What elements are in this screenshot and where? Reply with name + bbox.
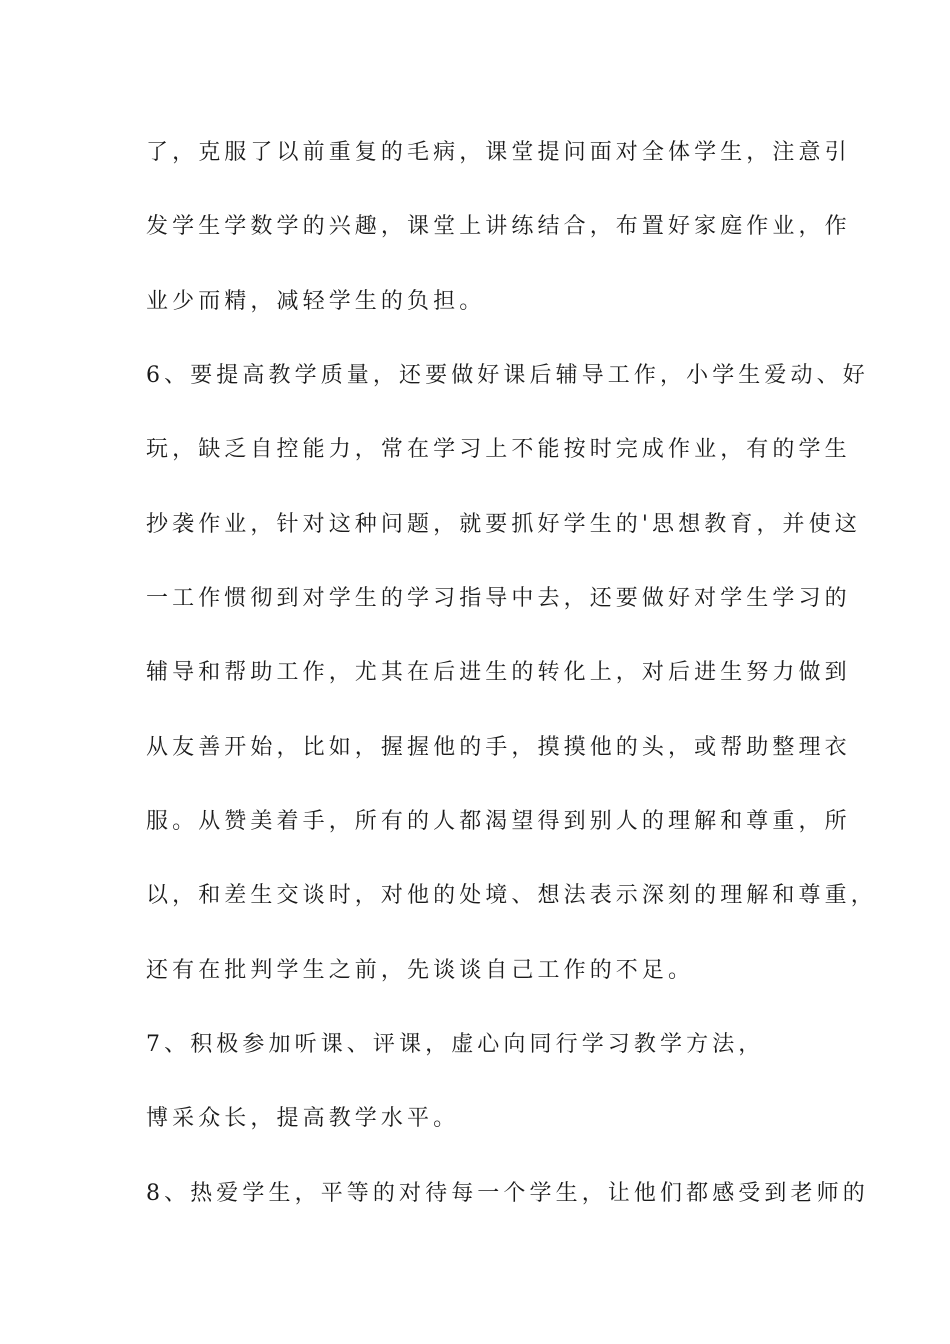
text-line-5: 玩，缺乏自控能力，常在学习上不能按时完成作业，有的学生: [146, 437, 851, 462]
text-line-10: 服。从赞美着手，所有的人都渴望得到别人的理解和尊重，所: [146, 809, 851, 834]
text-line-7: 一工作惯彻到对学生的学习指导中去，还要做好对学生学习的: [146, 586, 851, 611]
text-line-11: 以，和差生交谈时，对他的处境、想法表示深刻的理解和尊重，: [146, 883, 877, 908]
text-line-8: 辅导和帮助工作，尤其在后进生的转化上，对后进生努力做到: [146, 660, 851, 685]
text-line-3: 业少而精，减轻学生的负担。: [146, 289, 486, 314]
text-line-14: 博采众长，提高教学水平。: [146, 1106, 460, 1131]
text-line-13: 7、积极参加听课、评课，虚心向同行学习教学方法，: [146, 1032, 765, 1057]
text-line-15: 8、热爱学生，平等的对待每一个学生，让他们都感受到老师的: [146, 1181, 869, 1206]
text-line-4: 6、要提高教学质量，还要做好课后辅导工作，小学生爱动、好: [146, 363, 869, 388]
text-line-9: 从友善开始，比如，握握他的手，摸摸他的头，或帮助整理衣: [146, 735, 851, 760]
text-line-12: 还有在批判学生之前，先谈谈自己工作的不足。: [146, 958, 695, 983]
text-line-1: 了，克服了以前重复的毛病，课堂提问面对全体学生，注意引: [146, 140, 851, 165]
text-line-6: 抄袭作业，针对这种问题，就要抓好学生的'思想教育，并使这: [146, 512, 861, 537]
text-line-2: 发学生学数学的兴趣，课堂上讲练结合，布置好家庭作业，作: [146, 214, 851, 239]
